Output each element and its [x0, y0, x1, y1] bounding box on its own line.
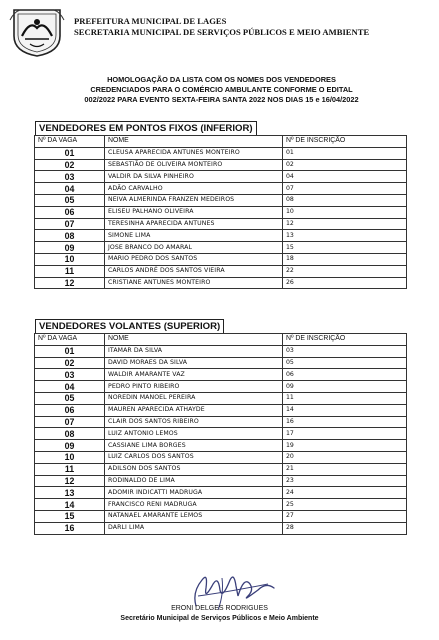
cell-vaga: 05 [35, 194, 105, 206]
cell-nome: DAVID MORAES DA SILVA [105, 357, 283, 369]
table-row [35, 265, 407, 277]
table-row [35, 194, 407, 206]
cell-nome: JOSE BRANCO DO AMARAL [105, 242, 283, 254]
cell-inscricao: 04 [283, 171, 407, 183]
cell-inscricao: 06 [283, 369, 407, 381]
title-line-1: HOMOLOGAÇÃO DA LISTA COM OS NOMES DOS VENDEDORES [107, 75, 336, 84]
cell-vaga: 08 [35, 230, 105, 242]
cell-inscricao: 27 [283, 510, 407, 522]
table-row [35, 451, 407, 463]
cell-inscricao: 24 [283, 487, 407, 499]
table-header-row [35, 334, 407, 346]
column-header-vaga: Nº DA VAGA [35, 334, 105, 346]
fixed-vendors-table [34, 135, 407, 289]
table-row [35, 253, 407, 265]
table-row [35, 230, 407, 242]
table-row [35, 463, 407, 475]
table-row [35, 206, 407, 218]
cell-vaga: 07 [35, 416, 105, 428]
table-row [35, 487, 407, 499]
cell-vaga: 11 [35, 265, 105, 277]
cell-vaga: 06 [35, 206, 105, 218]
table-row [35, 522, 407, 534]
cell-inscricao: 03 [283, 345, 407, 357]
column-header-nome: NOME [105, 136, 283, 148]
cell-inscricao: 16 [283, 416, 407, 428]
cell-vaga: 12 [35, 277, 105, 289]
cell-nome: SIMONE LIMA [105, 230, 283, 242]
cell-vaga: 12 [35, 475, 105, 487]
table-row [35, 440, 407, 452]
table-row [35, 404, 407, 416]
cell-nome: CLEUSA APARECIDA ANTUNES MONTEIRO [105, 147, 283, 159]
column-header-vaga: Nº DA VAGA [35, 136, 105, 148]
cell-nome: LUIZ CARLOS DOS SANTOS [105, 451, 283, 463]
cell-inscricao: 25 [283, 499, 407, 511]
signer-role: Secretário Municipal de Serviços Públicos e Meio Ambiente [120, 615, 319, 622]
cell-nome: PEDRO PINTO RIBEIRO [105, 381, 283, 393]
table-row [35, 475, 407, 487]
table-row [35, 357, 407, 369]
cell-vaga: 06 [35, 404, 105, 416]
table-row [35, 159, 407, 171]
cell-nome: VALDIR DA SILVA PINHEIRO [105, 171, 283, 183]
cell-nome: FRANCISCO RENI MADRUGA [105, 499, 283, 511]
cell-inscricao: 08 [283, 194, 407, 206]
cell-inscricao: 23 [283, 475, 407, 487]
cell-vaga: 10 [35, 253, 105, 265]
cell-inscricao: 12 [283, 218, 407, 230]
cell-nome: ADILSON DOS SANTOS [105, 463, 283, 475]
cell-vaga: 04 [35, 183, 105, 195]
cell-nome: TERESINHA APARECIDA ANTUNES [105, 218, 283, 230]
cell-nome: CARLOS ANDRÉ DOS SANTOS VIEIRA [105, 265, 283, 277]
table-row [35, 277, 407, 289]
cell-vaga: 04 [35, 381, 105, 393]
cell-inscricao: 17 [283, 428, 407, 440]
cell-nome: NEIVA ALMERINDA FRANZEN MEDEIROS [105, 194, 283, 206]
column-header-inscricao: Nº DE INSCRIÇÃO [283, 334, 407, 346]
mobile-vendors-rows [35, 345, 407, 534]
table-row [35, 147, 407, 159]
table-row [35, 381, 407, 393]
fixed-vendors-rows [35, 147, 407, 289]
cell-nome: MARIO PEDRO DOS SANTOS [105, 253, 283, 265]
cell-inscricao: 09 [283, 381, 407, 393]
fixed-vendors-heading: VENDEDORES EM PONTOS FIXOS (INFERIOR) [35, 121, 257, 136]
cell-vaga: 16 [35, 522, 105, 534]
cell-nome: NOREDIN MANOEL PEREIRA [105, 392, 283, 404]
title-line-3: 002/2022 PARA EVENTO SEXTA-FEIRA SANTA 2022 NOS DIAS 15 e 16/04/2022 [84, 95, 359, 104]
cell-vaga: 08 [35, 428, 105, 440]
mobile-vendors-heading: VENDEDORES VOLANTES (SUPERIOR) [35, 319, 224, 334]
cell-inscricao: 21 [283, 463, 407, 475]
cell-inscricao: 10 [283, 206, 407, 218]
cell-inscricao: 18 [283, 253, 407, 265]
cell-nome: WALDIR AMARANTE VAZ [105, 369, 283, 381]
table-row [35, 416, 407, 428]
title-line-2: CREDENCIADOS PARA O COMÉRCIO AMBULANTE CONFORME O EDITAL [90, 85, 353, 94]
cell-vaga: 05 [35, 392, 105, 404]
cell-inscricao: 22 [283, 265, 407, 277]
cell-vaga: 10 [35, 451, 105, 463]
table-header-row [35, 136, 407, 148]
cell-inscricao: 20 [283, 451, 407, 463]
cell-vaga: 01 [35, 345, 105, 357]
table-row [35, 345, 407, 357]
table-row [35, 242, 407, 254]
cell-nome: ADOMIR INDICATTI MADRUGA [105, 487, 283, 499]
org-name: PREFEITURA MUNICIPAL DE LAGES [74, 16, 227, 26]
column-header-nome: NOME [105, 334, 283, 346]
cell-vaga: 01 [35, 147, 105, 159]
cell-inscricao: 14 [283, 404, 407, 416]
table-row [35, 183, 407, 195]
cell-nome: NATANAEL AMARANTE LEMOS [105, 510, 283, 522]
municipal-seal-icon [8, 6, 66, 58]
table-row [35, 392, 407, 404]
cell-inscricao: 01 [283, 147, 407, 159]
cell-inscricao: 02 [283, 159, 407, 171]
cell-vaga: 03 [35, 171, 105, 183]
cell-vaga: 14 [35, 499, 105, 511]
signer-name: ERONI DELGES RODRIGUES [171, 605, 268, 612]
cell-inscricao: 05 [283, 357, 407, 369]
cell-nome: CASSIANE LIMA BORGES [105, 440, 283, 452]
cell-inscricao: 19 [283, 440, 407, 452]
cell-nome: ITAMAR DA SILVA [105, 345, 283, 357]
organization-header [74, 16, 369, 37]
cell-inscricao: 07 [283, 183, 407, 195]
table-row [35, 499, 407, 511]
cell-vaga: 15 [35, 510, 105, 522]
table-row [35, 428, 407, 440]
cell-inscricao: 13 [283, 230, 407, 242]
table-row [35, 510, 407, 522]
cell-vaga: 09 [35, 242, 105, 254]
table-row [35, 171, 407, 183]
table-row [35, 218, 407, 230]
cell-nome: SEBASTIÃO DE OLIVEIRA MONTEIRO [105, 159, 283, 171]
cell-vaga: 07 [35, 218, 105, 230]
table-row [35, 369, 407, 381]
cell-nome: CLAIR DOS SANTOS RIBEIRO [105, 416, 283, 428]
cell-inscricao: 26 [283, 277, 407, 289]
cell-inscricao: 28 [283, 522, 407, 534]
mobile-vendors-table [34, 333, 407, 535]
cell-nome: DARLI LIMA [105, 522, 283, 534]
cell-inscricao: 11 [283, 392, 407, 404]
cell-vaga: 02 [35, 357, 105, 369]
cell-vaga: 13 [35, 487, 105, 499]
org-department: SECRETARIA MUNICIPAL DE SERVIÇOS PÚBLICOS E MEIO AMBIENTE [74, 26, 370, 37]
cell-nome: MAUREN APARECIDA ATHAYDE [105, 404, 283, 416]
cell-nome: LUIZ ANTONIO LEMOS [105, 428, 283, 440]
cell-vaga: 02 [35, 159, 105, 171]
cell-vaga: 09 [35, 440, 105, 452]
cell-inscricao: 15 [283, 242, 407, 254]
cell-nome: RODINALDO DE LIMA [105, 475, 283, 487]
cell-nome: CRISTIANE ANTUNES MONTEIRO [105, 277, 283, 289]
document-title [40, 75, 403, 105]
cell-vaga: 11 [35, 463, 105, 475]
column-header-inscricao: Nº DE INSCRIÇÃO [283, 136, 407, 148]
cell-nome: ELISEU PALHANO OLIVEIRA [105, 206, 283, 218]
cell-vaga: 03 [35, 369, 105, 381]
cell-nome: ADÃO CARVALHO [105, 183, 283, 195]
